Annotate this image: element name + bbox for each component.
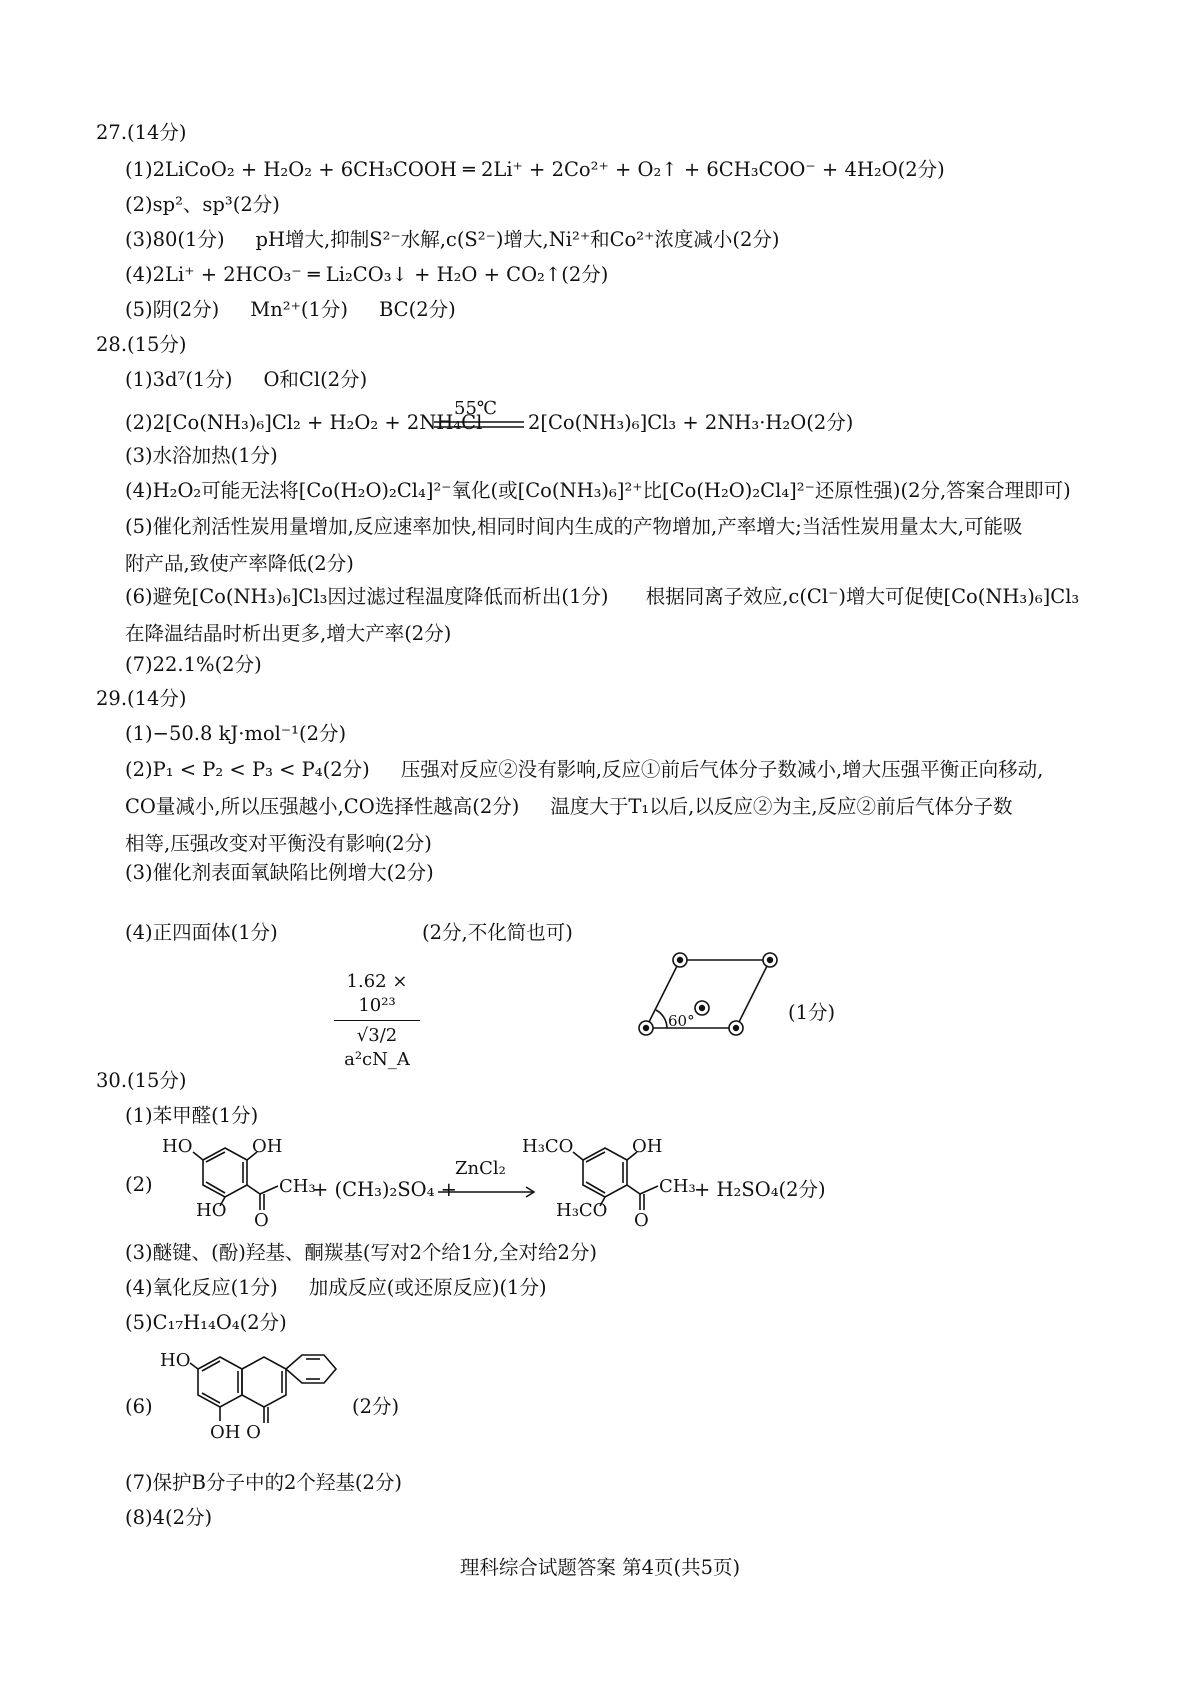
fraction-bar [334, 1020, 420, 1021]
q27-part5: (5)阴(2分) Mn²⁺(1分) BC(2分) [125, 298, 456, 321]
q28-part6: (6)避免[Co(NH₃)₆]Cl₃因过滤过程温度降低而析出(1分) 根据同离子效应,c(Cl⁻)增大可促使[Co(NH₃)₆]Cl₃ 在降温结晶时析出更多,增大产率(2分) [125, 585, 1080, 645]
flavone-oh-o-label: OH O [210, 1422, 261, 1443]
density-fraction [334, 970, 420, 1072]
byproduct-sulfuric-acid: + H₂SO₄(2分) [694, 1178, 826, 1201]
atom-bottom-right-core [733, 1025, 739, 1031]
q29-part4-note: (2分,不化简也可) [422, 921, 573, 944]
product-h3co-top: H₃CO [522, 1136, 574, 1157]
q30-part6-score: (2分) [352, 1395, 400, 1418]
q28-part5: (5)催化剂活性炭用量增加,反应速率加快,相同时间内生成的产物增加,产率增大;当活性炭用量太大,可能吸 附产品,致使产率降低(2分) [125, 515, 1023, 575]
product-carbonyl-o: O [634, 1210, 649, 1231]
reactant-oh-top: OH [252, 1136, 283, 1157]
reactant-ch3: CH₃ [279, 1176, 316, 1197]
q28-part7: (7)22.1%(2分) [125, 653, 262, 676]
product-h3co-bottom: H₃CO [556, 1200, 608, 1221]
q27-header: 27.(14分) [96, 121, 187, 144]
q28-part4: (4)H₂O₂可能无法将[Co(H₂O)₂Cl₄]²⁻氧化(或[Co(NH₃)₆]²⁺比[Co(H₂O)₂Cl₄]²⁻还原性强)(2分,答案合理即可) [125, 479, 1071, 502]
q29-part4-right: (1分) [788, 1001, 836, 1024]
q29-header: 29.(14分) [96, 687, 187, 710]
product-oh-top: OH [632, 1136, 663, 1157]
fraction-denominator: √3/2 a²cN_A [344, 1025, 410, 1070]
q27-part3: (3)80(1分) pH增大,抑制S²⁻水解,c(S²⁻)增大,Ni²⁺和Co²⁺浓度减小(2分) [125, 228, 780, 251]
atom-top-left-core [677, 957, 683, 963]
q30-header: 30.(15分) [96, 1069, 187, 1092]
q30-part4: (4)氧化反应(1分) 加成反应(或还原反应)(1分) [125, 1276, 547, 1299]
equilibrium-sign [434, 420, 524, 430]
q27-part2: (2)sp²、sp³(2分) [125, 193, 280, 216]
catalyst-label: ZnCl₂ [455, 1158, 506, 1179]
fraction-numerator: 1.62 × 10²³ [346, 971, 408, 1016]
q30-part1: (1)苯甲醛(1分) [125, 1104, 259, 1127]
reactant-ho-bottom: HO [196, 1200, 227, 1221]
reactant-ho-top: HO [162, 1136, 193, 1157]
q27-part1: (1)2LiCoO₂ + H₂O₂ + 6CH₃COOH ═ 2Li⁺ + 2Co²⁺ + O₂↑ + 6CH₃COO⁻ + 4H₂O(2分) [125, 158, 945, 181]
reactant-carbonyl-o: O [254, 1210, 269, 1231]
q27-part4: (4)2Li⁺ + 2HCO₃⁻ ═ Li₂CO₃↓ + H₂O + CO₂↑(2分) [125, 263, 609, 286]
atom-bottom-left-core [643, 1025, 649, 1031]
q30-part3: (3)醚键、(酚)羟基、酮羰基(写对2个给1分,全对给2分) [125, 1241, 597, 1264]
cell-angle-label: 60° [668, 1012, 695, 1030]
q28-header: 28.(15分) [96, 333, 187, 356]
q28-part1: (1)3d⁷(1分) O和Cl(2分) [125, 368, 368, 391]
product-ch3: CH₃ [659, 1176, 696, 1197]
q30-part6-label: (6) [125, 1395, 153, 1418]
q30-part7: (7)保护B分子中的2个羟基(2分) [125, 1471, 402, 1494]
q30-part8: (8)4(2分) [125, 1506, 213, 1529]
q28-part2-left: (2)2[Co(NH₃)₆]Cl₂ + H₂O₂ + 2NH₄Cl [125, 411, 483, 434]
q29-part1: (1)−50.8 kJ·mol⁻¹(2分) [125, 722, 347, 745]
reagent-dimethyl-sulfate: + (CH₃)₂SO₄ + [312, 1178, 458, 1201]
q28-part3: (3)水浴加热(1分) [125, 444, 278, 467]
reaction-condition: 55℃ [454, 398, 498, 419]
page-footer: 理科综合试题答案 第4页(共5页) [459, 1556, 741, 1579]
q29-part2: (2)P₁ < P₂ < P₃ < P₄(2分) 压强对反应②没有影响,反应①前后气体分子数减小,增大压强平衡正向移动, CO量减小,所以压强越小,CO选择性越高(2分) 温度大于T₁以后,以反应②为主,反应②前后气体分子数 相等,压强改变对平衡没有影响(2分) [125, 758, 1044, 855]
atom-center-core [699, 1005, 705, 1011]
q29-part3: (3)催化剂表面氧缺陷比例增大(2分) [125, 861, 434, 884]
q28-part2-right: 2[Co(NH₃)₆]Cl₃ + 2NH₃·H₂O(2分) [528, 411, 854, 434]
q29-part4-left: (4)正四面体(1分) [125, 921, 278, 944]
q30-part5: (5)C₁₇H₁₄O₄(2分) [125, 1311, 287, 1334]
angle-arc [656, 1010, 667, 1028]
atom-top-right-core [767, 957, 773, 963]
reaction-arrow [438, 1186, 538, 1198]
crystal-cell-diagram [640, 958, 780, 1038]
q30-part2-label: (2) [125, 1173, 153, 1196]
flavone-ho-label: HO [160, 1350, 191, 1371]
